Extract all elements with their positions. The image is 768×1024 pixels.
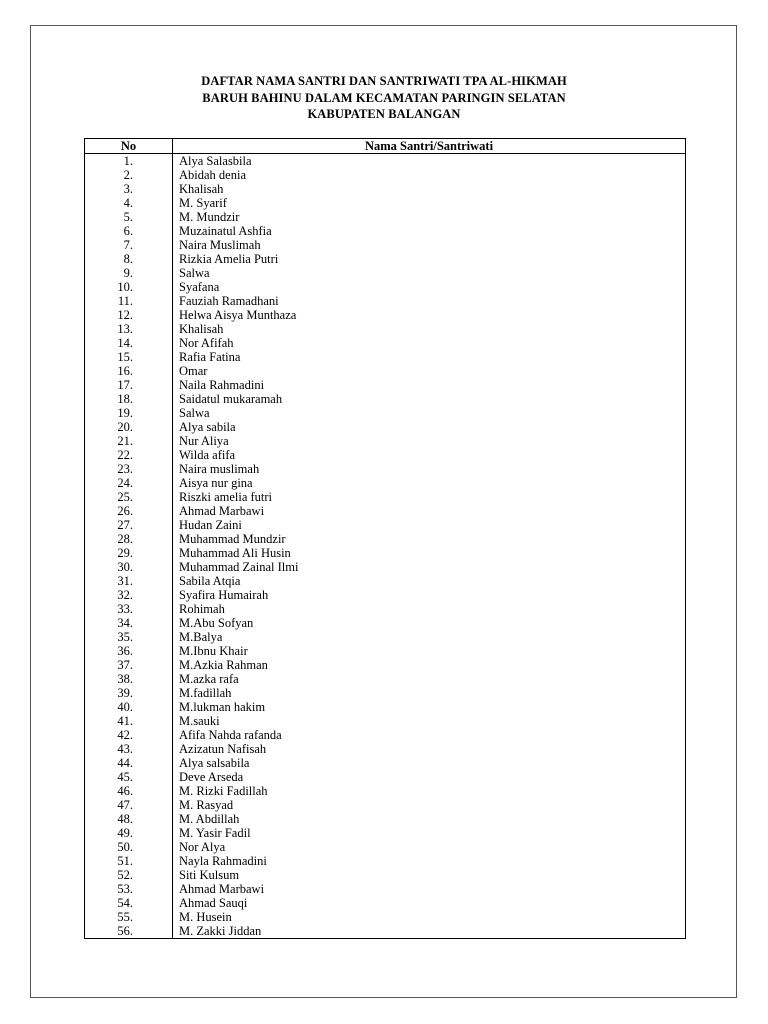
student-name: Saidatul mukaramah: [173, 392, 686, 406]
row-number: 34.: [85, 616, 173, 630]
row-number: 40.: [85, 700, 173, 714]
table-row: [85, 686, 686, 700]
table-row: [85, 840, 686, 854]
row-number: 47.: [85, 798, 173, 812]
row-number: 14.: [85, 336, 173, 350]
student-name: M. Husein: [173, 910, 686, 924]
student-name: Syafira Humairah: [173, 588, 686, 602]
row-number: 37.: [85, 658, 173, 672]
table-row: [85, 630, 686, 644]
table-row: [85, 504, 686, 518]
student-name: M.fadillah: [173, 686, 686, 700]
student-name: Naila Rahmadini: [173, 378, 686, 392]
row-number: 41.: [85, 714, 173, 728]
row-number: 39.: [85, 686, 173, 700]
row-number: 35.: [85, 630, 173, 644]
row-number: 54.: [85, 896, 173, 910]
table-row: [85, 658, 686, 672]
student-name: Omar: [173, 364, 686, 378]
table-row: [85, 756, 686, 770]
student-name: Naira Muslimah: [173, 238, 686, 252]
row-number: 27.: [85, 518, 173, 532]
table-row: [85, 602, 686, 616]
row-number: 32.: [85, 588, 173, 602]
student-name: M.Azkia Rahman: [173, 658, 686, 672]
student-name: M. Abdillah: [173, 812, 686, 826]
student-name: Fauziah Ramadhani: [173, 294, 686, 308]
table-row: [85, 560, 686, 574]
table-row: [85, 546, 686, 560]
row-number: 15.: [85, 350, 173, 364]
table-row: [85, 854, 686, 868]
student-name: M. Zakki Jiddan: [173, 924, 686, 939]
student-name: Alya sabila: [173, 420, 686, 434]
row-number: 11.: [85, 294, 173, 308]
student-name: Helwa Aisya Munthaza: [173, 308, 686, 322]
column-header-name: Nama Santri/Santriwati: [173, 139, 686, 154]
table-row: [85, 868, 686, 882]
table-row: [85, 476, 686, 490]
row-number: 26.: [85, 504, 173, 518]
student-name: Abidah denia: [173, 168, 686, 182]
row-number: 1.: [85, 154, 173, 169]
student-name: Muhammad Ali Husin: [173, 546, 686, 560]
student-name: Syafana: [173, 280, 686, 294]
student-name: Nor Afifah: [173, 336, 686, 350]
student-name: Ahmad Marbawi: [173, 504, 686, 518]
student-name: M.Balya: [173, 630, 686, 644]
table-row: [85, 196, 686, 210]
table-row: [85, 238, 686, 252]
student-roster-table: [84, 138, 686, 939]
row-number: 8.: [85, 252, 173, 266]
row-number: 6.: [85, 224, 173, 238]
table-row: [85, 462, 686, 476]
student-name: M.azka rafa: [173, 672, 686, 686]
student-name: M. Syarif: [173, 196, 686, 210]
student-name: Afifa Nahda rafanda: [173, 728, 686, 742]
row-number: 28.: [85, 532, 173, 546]
row-number: 42.: [85, 728, 173, 742]
student-name: Riszki amelia futri: [173, 490, 686, 504]
row-number: 56.: [85, 924, 173, 939]
table-row: [85, 728, 686, 742]
table-row: [85, 532, 686, 546]
row-number: 53.: [85, 882, 173, 896]
row-number: 21.: [85, 434, 173, 448]
student-name: Nayla Rahmadini: [173, 854, 686, 868]
row-number: 29.: [85, 546, 173, 560]
table-row: [85, 392, 686, 406]
row-number: 50.: [85, 840, 173, 854]
student-name: Aisya nur gina: [173, 476, 686, 490]
row-number: 38.: [85, 672, 173, 686]
row-number: 10.: [85, 280, 173, 294]
row-number: 9.: [85, 266, 173, 280]
roster-body: [85, 154, 686, 939]
student-name: M. Rasyad: [173, 798, 686, 812]
student-name: Naira muslimah: [173, 462, 686, 476]
row-number: 30.: [85, 560, 173, 574]
student-name: M.Ibnu Khair: [173, 644, 686, 658]
title-line-3: KABUPATEN BALANGAN: [307, 107, 461, 121]
student-name: Azizatun Nafisah: [173, 742, 686, 756]
student-name: M. Yasir Fadil: [173, 826, 686, 840]
table-row: [85, 182, 686, 196]
table-row: [85, 574, 686, 588]
student-name: M.Abu Sofyan: [173, 616, 686, 630]
student-name: Salwa: [173, 406, 686, 420]
student-name: Rafia Fatina: [173, 350, 686, 364]
row-number: 45.: [85, 770, 173, 784]
row-number: 44.: [85, 756, 173, 770]
student-name: Muhammad Zainal Ilmi: [173, 560, 686, 574]
row-number: 24.: [85, 476, 173, 490]
row-number: 5.: [85, 210, 173, 224]
student-name: Rohimah: [173, 602, 686, 616]
table-row: [85, 672, 686, 686]
student-name: Salwa: [173, 266, 686, 280]
student-name: Rizkia Amelia Putri: [173, 252, 686, 266]
document-title: [0, 73, 768, 123]
row-number: 55.: [85, 910, 173, 924]
table-row: [85, 616, 686, 630]
table-row: [85, 798, 686, 812]
row-number: 3.: [85, 182, 173, 196]
table-row: [85, 434, 686, 448]
student-name: M. Rizki Fadillah: [173, 784, 686, 798]
table-row: [85, 350, 686, 364]
table-row: [85, 406, 686, 420]
row-number: 25.: [85, 490, 173, 504]
table-row: [85, 700, 686, 714]
table-row: [85, 154, 686, 169]
row-number: 20.: [85, 420, 173, 434]
table-row: [85, 168, 686, 182]
student-name: Alya Salasbila: [173, 154, 686, 169]
row-number: 36.: [85, 644, 173, 658]
student-name: Deve Arseda: [173, 770, 686, 784]
row-number: 17.: [85, 378, 173, 392]
student-name: M.sauki: [173, 714, 686, 728]
table-row: [85, 812, 686, 826]
table-row: [85, 826, 686, 840]
table-row: [85, 882, 686, 896]
student-name: Muzainatul Ashfia: [173, 224, 686, 238]
table-row: [85, 210, 686, 224]
row-number: 4.: [85, 196, 173, 210]
student-name: Wilda afifa: [173, 448, 686, 462]
row-number: 18.: [85, 392, 173, 406]
table-row: [85, 924, 686, 939]
table-row: [85, 714, 686, 728]
row-number: 16.: [85, 364, 173, 378]
table-row: [85, 644, 686, 658]
table-row: [85, 448, 686, 462]
table-row: [85, 490, 686, 504]
row-number: 2.: [85, 168, 173, 182]
table-row: [85, 266, 686, 280]
row-number: 52.: [85, 868, 173, 882]
table-row: [85, 294, 686, 308]
row-number: 31.: [85, 574, 173, 588]
table-row: [85, 378, 686, 392]
table-row: [85, 770, 686, 784]
student-name: Ahmad Sauqi: [173, 896, 686, 910]
table-row: [85, 364, 686, 378]
row-number: 43.: [85, 742, 173, 756]
student-name: Sabila Atqia: [173, 574, 686, 588]
student-name: Khalisah: [173, 182, 686, 196]
table-row: [85, 280, 686, 294]
table-row: [85, 252, 686, 266]
row-number: 13.: [85, 322, 173, 336]
student-name: Hudan Zaini: [173, 518, 686, 532]
row-number: 48.: [85, 812, 173, 826]
row-number: 12.: [85, 308, 173, 322]
table-row: [85, 742, 686, 756]
table-row: [85, 224, 686, 238]
student-name: M. Mundzir: [173, 210, 686, 224]
student-name: Nor Alya: [173, 840, 686, 854]
row-number: 23.: [85, 462, 173, 476]
table-row: [85, 336, 686, 350]
row-number: 51.: [85, 854, 173, 868]
student-name: Siti Kulsum: [173, 868, 686, 882]
row-number: 49.: [85, 826, 173, 840]
table-row: [85, 518, 686, 532]
title-line-2: BARUH BAHINU DALAM KECAMATAN PARINGIN SELATAN: [202, 90, 566, 105]
student-name: Nur Aliya: [173, 434, 686, 448]
row-number: 22.: [85, 448, 173, 462]
table-row: [85, 910, 686, 924]
table-row: [85, 588, 686, 602]
student-name: Muhammad Mundzir: [173, 532, 686, 546]
row-number: 46.: [85, 784, 173, 798]
table-row: [85, 308, 686, 322]
title-line-1: DAFTAR NAMA SANTRI DAN SANTRIWATI TPA AL-HIKMAH: [201, 74, 567, 88]
row-number: 33.: [85, 602, 173, 616]
student-name: Alya salsabila: [173, 756, 686, 770]
table-row: [85, 322, 686, 336]
column-header-number: No: [85, 139, 173, 154]
table-row: [85, 420, 686, 434]
table-row: [85, 784, 686, 798]
row-number: 7.: [85, 238, 173, 252]
row-number: 19.: [85, 406, 173, 420]
table-header-row: [85, 139, 686, 154]
table-row: [85, 896, 686, 910]
student-name: Ahmad Marbawi: [173, 882, 686, 896]
student-name: Khalisah: [173, 322, 686, 336]
student-name: M.lukman hakim: [173, 700, 686, 714]
